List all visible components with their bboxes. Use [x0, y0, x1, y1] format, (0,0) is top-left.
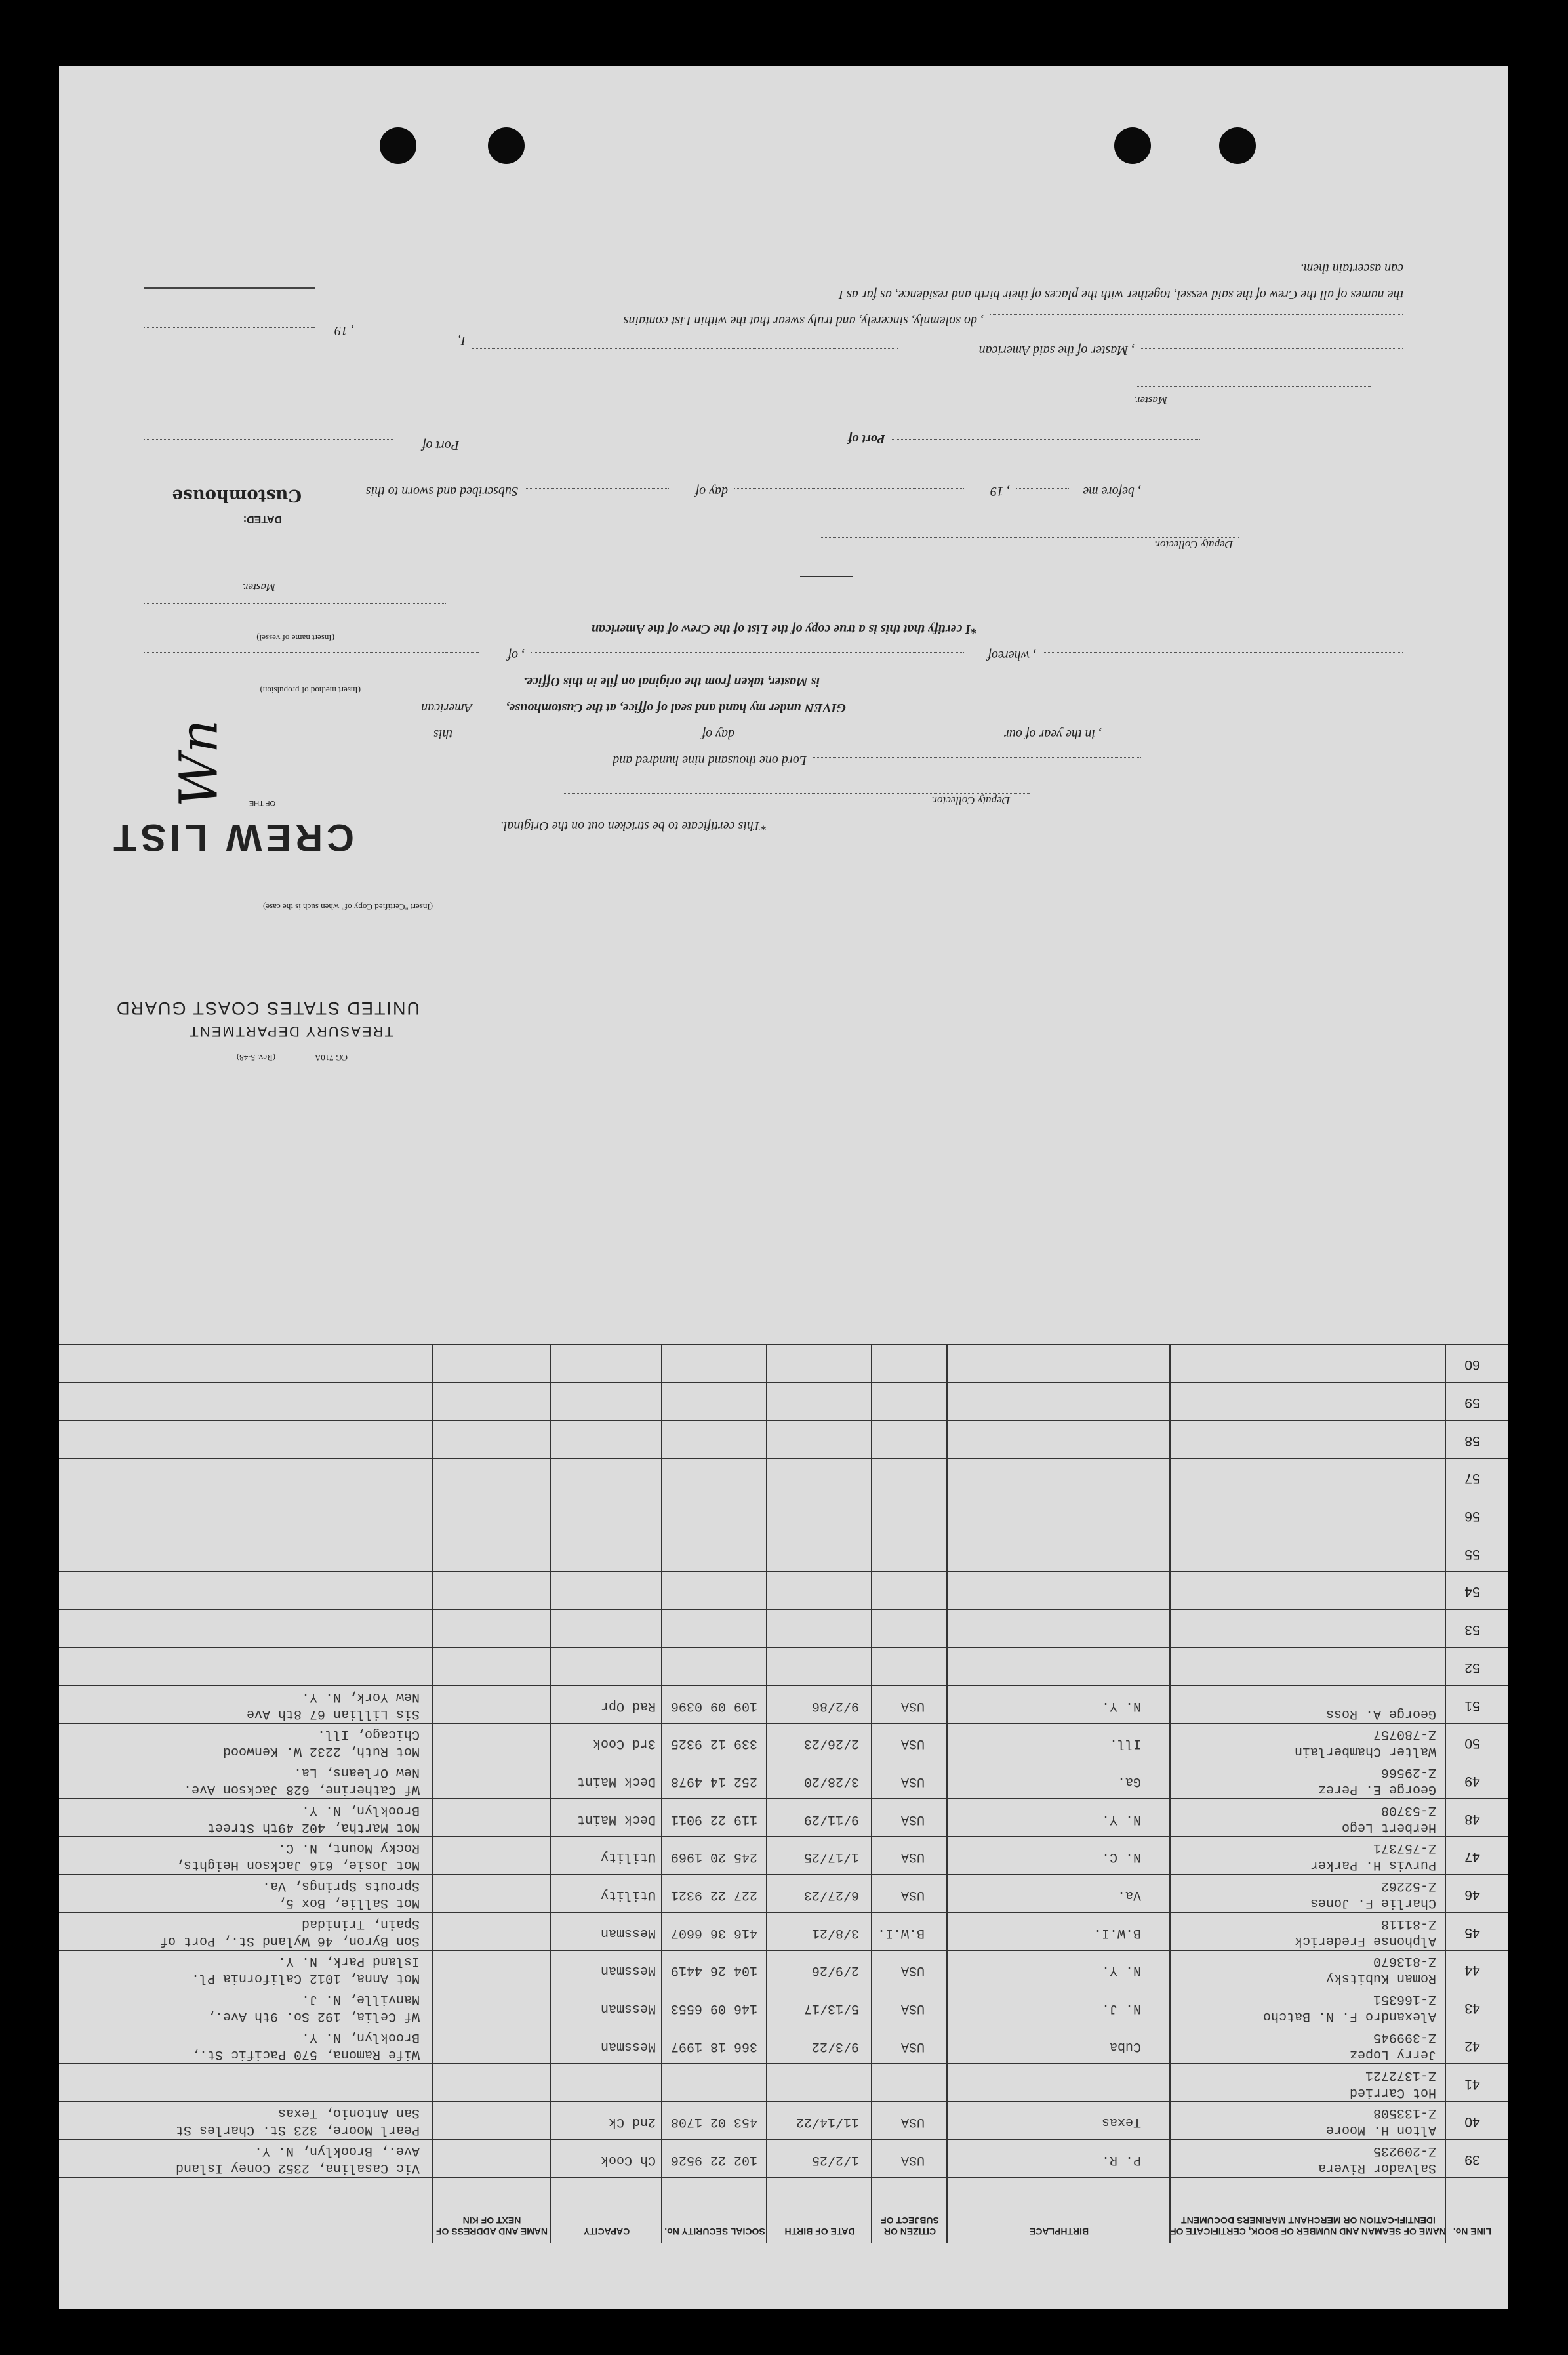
- capacity-cell: Messman: [600, 1963, 656, 1978]
- column-divider: [661, 1345, 662, 2243]
- cert-line2a: , of: [508, 648, 525, 663]
- cert-line5c: , in the year of our: [1004, 727, 1102, 741]
- oath-port-line: [892, 439, 1200, 440]
- ssn-cell: 245 20 1969: [670, 1849, 757, 1865]
- insert-certified-note: (Insert "Certified Copy of" when such is the case): [263, 902, 433, 912]
- row-rule: [59, 1344, 1508, 1345]
- next-of-kin-name: Wife Ramona, 570 Pacific St.,: [191, 2046, 420, 2062]
- birthplace-cell: N. Y.: [1101, 1811, 1141, 1827]
- line-number: 45: [1464, 1925, 1480, 1940]
- line-number: 41: [1464, 2076, 1480, 2092]
- dated-label: DATED:: [243, 514, 282, 525]
- cert-line4: GIVEN under my hand and seal of office, at the Customhouse,: [506, 701, 846, 715]
- citizen-cell: USA: [900, 1698, 925, 1713]
- cert-footnote: *This certificate to be stricken out on the Original.: [500, 819, 767, 833]
- next-of-kin-name: Wf Celia, 192 So. 9th Ave.,: [207, 2009, 420, 2024]
- seaman-document: Z-813670: [1373, 1954, 1436, 1969]
- seaman-name: Alphonse Frederick: [1294, 1933, 1436, 1948]
- row-rule: [59, 2101, 1508, 2102]
- column-divider: [1445, 1345, 1446, 2243]
- next-of-kin-address: New Orleans, La.: [293, 1765, 420, 1780]
- next-of-kin-name: Mot Anna, 1012 California Pl.: [191, 1971, 420, 1986]
- line-number: 58: [1464, 1433, 1480, 1448]
- citizen-cell: USA: [900, 2038, 925, 2054]
- next-of-kin-address: Brooklyn, N. Y.: [301, 2029, 420, 2045]
- of-the: OF THE: [249, 799, 275, 807]
- row-rule: [59, 2139, 1508, 2140]
- line-number: 50: [1464, 1736, 1480, 1751]
- dob-cell: 9/3/22: [811, 2038, 859, 2054]
- capacity-cell: Messman: [600, 1925, 656, 1940]
- birthplace-cell: Texas: [1101, 2114, 1141, 2130]
- port-line: [144, 439, 393, 440]
- sub-19: , 19: [990, 484, 1010, 499]
- row-rule: [59, 1609, 1508, 1610]
- line-number: 49: [1464, 1774, 1480, 1789]
- customhouse-label: Customhouse: [172, 485, 302, 505]
- next-of-kin-name: Mot Josie, 616 Jackson Heights,: [175, 1857, 420, 1873]
- birthplace-cell: N. Y.: [1101, 1963, 1141, 1978]
- line-number: 48: [1464, 1811, 1480, 1827]
- coast-guard-line: UNITED STATES COAST GUARD: [115, 998, 420, 1018]
- header-kin: NAME AND ADDRESS OF NEXT OF KIN: [435, 2215, 548, 2237]
- seaman-document: Z-780757: [1373, 1727, 1436, 1742]
- seaman-document: Z-53708: [1380, 1802, 1436, 1818]
- citizen-cell: USA: [900, 2001, 925, 2017]
- capacity-cell: Deck Maint: [576, 1774, 656, 1789]
- date-line: [144, 327, 315, 328]
- ssn-cell: 227 22 9321: [670, 1887, 757, 1903]
- line-number: 55: [1464, 1546, 1480, 1562]
- column-divider: [946, 1345, 948, 2243]
- birthplace-cell: Cuba: [1109, 2038, 1141, 2054]
- ssn-cell: 416 36 6607: [670, 1925, 757, 1940]
- punch-hole: [488, 127, 525, 164]
- seaman-document: Z-1372721: [1365, 2067, 1436, 2083]
- seaman-name: George E. Perez: [1317, 1782, 1436, 1797]
- next-of-kin-address: New York, N. Y.: [301, 1689, 420, 1704]
- capacity-cell: Utility: [600, 1887, 656, 1903]
- handwritten-initials: Wn: [168, 719, 230, 808]
- dob-cell: 9/11/29: [803, 1811, 859, 1827]
- oath-vessel-blank: [1141, 348, 1403, 349]
- oath-master-label: Master.: [1134, 394, 1167, 407]
- cert-rule: [800, 576, 853, 577]
- form-revision: (Rev. 5-48): [236, 1053, 275, 1063]
- row-rule: [59, 2063, 1508, 2064]
- master-line: [144, 603, 446, 604]
- header-ssn: SOCIAL SECURITY No.: [664, 2226, 765, 2237]
- birthplace-cell: Ga.: [1117, 1774, 1141, 1789]
- row-rule: [59, 1874, 1508, 1875]
- cert-line5a: this: [433, 727, 452, 741]
- row-rule: [59, 1799, 1508, 1800]
- column-divider: [432, 1345, 433, 2243]
- seaman-name: Jerry Lopez: [1349, 2046, 1436, 2062]
- punch-hole: [1219, 127, 1256, 164]
- dob-cell: 1/17/25: [803, 1849, 859, 1865]
- propulsion-note: (Insert method of propulsion): [260, 686, 361, 695]
- crew-list-title: CREW LIST: [110, 816, 354, 859]
- capacity-cell: Messman: [600, 2038, 656, 2054]
- seaman-document: Z-757371: [1373, 1840, 1436, 1856]
- year-19: , 19: [334, 323, 354, 338]
- sub-day-of: day of: [695, 484, 728, 499]
- line-number: 40: [1464, 2114, 1480, 2130]
- cert-blank1: [308, 652, 479, 653]
- row-rule: [59, 1988, 1508, 1989]
- next-of-kin-name: Wf Catherine, 628 Jackson Ave.: [183, 1782, 420, 1797]
- ssn-cell: 102 22 9526: [670, 2152, 757, 2167]
- line-number: 42: [1464, 2038, 1480, 2054]
- header-rule: [59, 2177, 1508, 2178]
- american-label: American: [421, 701, 472, 715]
- ssn-cell: 453 02 1708: [670, 2114, 757, 2130]
- next-of-kin-name: Sis Lillian 67 8th Ave: [246, 1706, 420, 1721]
- dob-cell: 5/13/17: [803, 2001, 859, 2017]
- birthplace-cell: N. J.: [1101, 2001, 1141, 2017]
- seaman-name: Hot Carried: [1349, 2084, 1436, 2100]
- header-dob: DATE OF BIRTH: [784, 2226, 855, 2237]
- row-rule: [59, 1761, 1508, 1762]
- rule: [144, 287, 315, 289]
- ssn-cell: 119 22 9011: [670, 1811, 757, 1827]
- row-rule: [59, 1571, 1508, 1572]
- capacity-cell: Messman: [600, 2001, 656, 2017]
- oath-name-blank: [472, 348, 898, 349]
- column-divider: [550, 1345, 551, 2243]
- row-rule: [59, 1723, 1508, 1724]
- birthplace-cell: Ill.: [1109, 1736, 1141, 1751]
- row-rule: [59, 1534, 1508, 1535]
- line-number: 44: [1464, 1963, 1480, 1978]
- row-rule: [59, 2026, 1508, 2027]
- port-of-label: Port of: [422, 438, 459, 453]
- line-number: 53: [1464, 1622, 1480, 1638]
- dob-cell: 3/8/21: [811, 1925, 859, 1940]
- birthplace-cell: N. Y.: [1101, 1698, 1141, 1713]
- header-line-no: LINE No.: [1453, 2226, 1492, 2237]
- seaman-document: Z-166351: [1373, 1992, 1436, 2007]
- sub-year-line: [1016, 488, 1069, 489]
- form-number: CG 710A: [314, 1053, 348, 1063]
- cert-line2b: , whereof: [988, 648, 1036, 663]
- birthplace-cell: B.W.I.: [1093, 1925, 1141, 1940]
- citizen-cell: USA: [900, 1849, 925, 1865]
- seaman-name: Alton H. Moore: [1325, 2122, 1436, 2138]
- line-number: 56: [1464, 1509, 1480, 1525]
- oath-line2-blank: [990, 314, 1403, 315]
- next-of-kin-name: Son Byron, 46 Wyland St., Port of: [159, 1933, 420, 1948]
- ssn-cell: 109 09 0396: [670, 1698, 757, 1713]
- subscribed-text: Subscribed and sworn to this: [365, 484, 518, 499]
- citizen-cell: USA: [900, 2114, 925, 2130]
- line-number: 46: [1464, 1887, 1480, 1903]
- dob-cell: 3/28/20: [803, 1774, 859, 1789]
- cert-blank3: [1043, 652, 1403, 653]
- capacity-cell: 3rd Cook: [592, 1736, 656, 1751]
- vessel-note: (Insert name of vessel): [256, 633, 334, 643]
- citizen-cell: USA: [900, 1736, 925, 1751]
- oath-port-of: Port of: [847, 432, 885, 446]
- row-rule: [59, 1496, 1508, 1497]
- citizen-cell: B.W.I.: [877, 1925, 925, 1940]
- seaman-name: Walter Chamberlain: [1294, 1744, 1436, 1759]
- oath-line1b: , Master of the said American: [978, 343, 1135, 358]
- seaman-name: George A. Ross: [1325, 1706, 1436, 1721]
- header-birthplace: BIRTHPLACE: [1029, 2226, 1089, 2237]
- punch-hole: [1114, 127, 1151, 164]
- cert-line5b: day of: [702, 727, 734, 741]
- oath-line2: , do solemnly, sincerely, and truly swear that the within List contains: [623, 314, 984, 328]
- oath-line3: the names of all the Crew of the said vessel, together with the places of their birth and residence, as far as I: [839, 287, 1403, 302]
- sub-day-line: [525, 488, 669, 489]
- row-rule: [59, 1836, 1508, 1837]
- ssn-cell: 104 26 4419: [670, 1963, 757, 1978]
- next-of-kin-name: Pearl Moore, 323 St. Charles St: [175, 2122, 420, 2138]
- column-divider: [766, 1345, 767, 2243]
- birthplace-cell: P. R.: [1101, 2152, 1141, 2167]
- capacity-cell: Ch Cook: [600, 2152, 656, 2167]
- ssn-cell: 339 12 9325: [670, 1736, 757, 1751]
- master-label: Master.: [242, 581, 275, 594]
- citizen-cell: USA: [900, 1811, 925, 1827]
- birthplace-cell: Va.: [1117, 1887, 1141, 1903]
- line-number: 57: [1464, 1471, 1480, 1486]
- next-of-kin-address: Rocky Mount, N. C.: [277, 1840, 420, 1856]
- crew-list-page: [59, 66, 1508, 2309]
- seaman-document: Z-133508: [1373, 2105, 1436, 2121]
- next-of-kin-address: Sprouts Springs, Va.: [262, 1878, 420, 1894]
- row-rule: [59, 1685, 1508, 1686]
- line-number: 47: [1464, 1849, 1480, 1865]
- seaman-document: Z-399945: [1373, 2029, 1436, 2045]
- row-rule: [59, 1382, 1508, 1383]
- oath-deputy-label: Deputy Collector.: [1154, 539, 1233, 551]
- header-citizen: CITIZEN OR SUBJECT OF: [881, 2215, 939, 2237]
- dob-cell: 9/2/86: [811, 1698, 859, 1713]
- header-capacity: CAPACITY: [583, 2226, 630, 2237]
- next-of-kin-address: Island Park, N. Y.: [277, 1954, 420, 1969]
- row-rule: [59, 1647, 1508, 1648]
- dob-cell: 6/27/23: [803, 1887, 859, 1903]
- punch-hole: [380, 127, 416, 164]
- before-me: , before me: [1083, 484, 1141, 499]
- cert-year-line: [813, 757, 1141, 758]
- dob-cell: 11/14/22: [795, 2114, 859, 2130]
- seaman-document: Z-209235: [1373, 2143, 1436, 2158]
- rotated-document: [59, 66, 1508, 2309]
- next-of-kin-address: San Antonio, Texas: [277, 2105, 420, 2121]
- next-of-kin-address: Spain, Trinidad: [301, 1915, 420, 1931]
- dob-cell: 1/2/25: [811, 2152, 859, 2167]
- line-number: 54: [1464, 1584, 1480, 1600]
- line-number: 59: [1464, 1395, 1480, 1410]
- cert-line1: *I certify that this is a true copy of the List of the Crew of the American: [591, 622, 977, 636]
- citizen-cell: USA: [900, 1774, 925, 1789]
- row-rule: [59, 1950, 1508, 1951]
- next-of-kin-name: Mot Ruth, 2232 W. Kenwood: [222, 1744, 420, 1759]
- line-number: 51: [1464, 1698, 1480, 1713]
- next-of-kin-address: Manville, N. J.: [301, 1992, 420, 2007]
- capacity-cell: Rad Opr: [600, 1698, 656, 1713]
- next-of-kin-name: Mot Sallie, Box 5,: [277, 1895, 420, 1911]
- capacity-cell: Utility: [600, 1849, 656, 1865]
- next-of-kin-name: Vic Casalina, 2352 Coney Island: [175, 2160, 420, 2175]
- seaman-name: Charlie F. Jones: [1310, 1895, 1436, 1911]
- row-rule: [59, 1420, 1508, 1422]
- seaman-document: Z-52262: [1380, 1878, 1436, 1894]
- oath-master-line: [1135, 386, 1371, 387]
- header-name: NAME OF SEAMAN AND NUMBER OF BOOK, CERTIFICATE OF IDENTIFI-CATION OR MERCHANT MARINERS DOCUMENT: [1171, 2215, 1446, 2237]
- seaman-document: Z-81118: [1380, 1915, 1436, 1931]
- seaman-name: Herbert Lego: [1341, 1819, 1436, 1835]
- capacity-cell: Deck Maint: [576, 1811, 656, 1827]
- row-rule: [59, 1458, 1508, 1459]
- next-of-kin-address: Ave., Brooklyn, N. Y.: [254, 2143, 420, 2158]
- oath-line4: can ascertain them.: [1300, 261, 1403, 276]
- next-of-kin-address: Brooklyn, N. Y.: [301, 1802, 420, 1818]
- citizen-cell: USA: [900, 1887, 925, 1903]
- cert-line3: is Master, taken from the original on file in this Office.: [523, 674, 820, 689]
- seaman-document: Z-29566: [1380, 1765, 1436, 1780]
- next-of-kin-address: Chicago, Ill.: [317, 1727, 420, 1742]
- ssn-cell: 366 18 1997: [670, 2038, 757, 2054]
- department-line: TREASURY DEPARTMENT: [188, 1023, 393, 1040]
- dob-cell: 2/26/23: [803, 1736, 859, 1751]
- column-divider: [871, 1345, 872, 2243]
- cert-line6: Lord one thousand nine hundred and: [613, 753, 807, 768]
- line-number: 43: [1464, 2001, 1480, 2017]
- row-rule: [59, 1912, 1508, 1914]
- line-number: 39: [1464, 2152, 1480, 2167]
- line-number: 60: [1464, 1357, 1480, 1373]
- birthplace-cell: N. C.: [1101, 1849, 1141, 1865]
- cert-deputy-label: Deputy Collector.: [931, 794, 1010, 807]
- sub-month-line: [734, 488, 964, 489]
- capacity-cell: 2nd Ck: [608, 2114, 656, 2130]
- next-of-kin-name: Mot Martha, 402 49th Street: [207, 1819, 420, 1835]
- seaman-name: Roman Kubitsky: [1325, 1971, 1436, 1986]
- cert-blank2: [531, 652, 964, 653]
- line-number: 52: [1464, 1660, 1480, 1675]
- citizen-cell: USA: [900, 2152, 925, 2167]
- oath-line1a: I,: [458, 333, 466, 348]
- ssn-cell: 146 09 6553: [670, 2001, 757, 2017]
- dob-cell: 2/9/26: [811, 1963, 859, 1978]
- citizen-cell: USA: [900, 1963, 925, 1978]
- seaman-name: Purvis H. Parker: [1310, 1857, 1436, 1873]
- seaman-name: Alexandro F. N. Batcho: [1262, 2009, 1436, 2024]
- ssn-cell: 252 14 4978: [670, 1774, 757, 1789]
- seaman-name: Salvador Rivera: [1317, 2160, 1436, 2175]
- column-divider: [1169, 1345, 1171, 2243]
